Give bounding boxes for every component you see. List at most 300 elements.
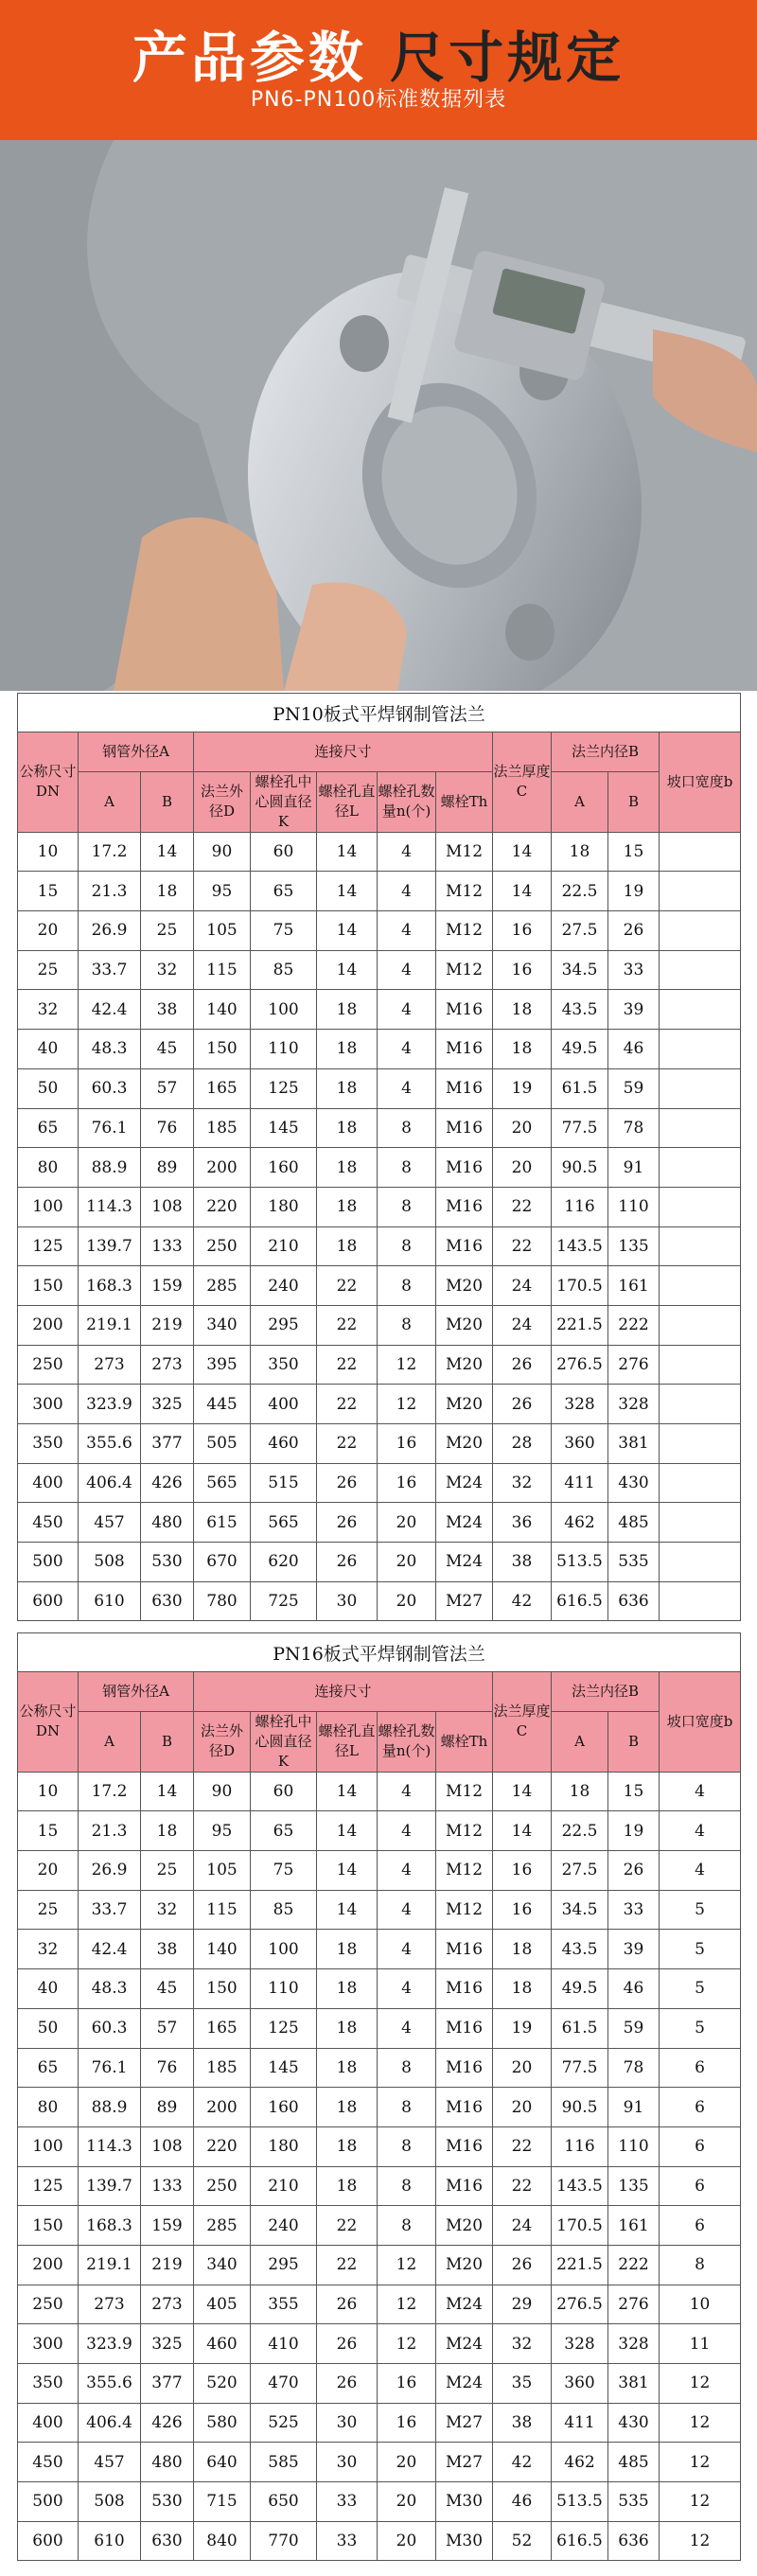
table-cell: M16 (436, 1068, 493, 1108)
table-row (18, 1266, 741, 1306)
table-cell: 40 (18, 1969, 79, 2009)
table-cell: 273 (141, 2285, 194, 2324)
table-row (18, 1148, 741, 1188)
table-cell: 381 (608, 2364, 660, 2404)
table-cell: M16 (436, 2048, 493, 2088)
table-cell: 4 (378, 990, 436, 1030)
table-cell: 38 (493, 1543, 552, 1582)
table-cell: 328 (608, 2324, 660, 2364)
table-cell: 150 (18, 2206, 79, 2246)
table-cell: M30 (436, 2521, 493, 2561)
table-cell: 328 (608, 1385, 660, 1424)
table-cell: 323.9 (79, 2324, 141, 2364)
table-cell: 95 (194, 1811, 251, 1851)
table-cell: 22 (493, 2126, 552, 2166)
table-cell: 328 (552, 1385, 608, 1424)
table-row (18, 1424, 741, 1464)
table-cell: 143.5 (552, 2166, 608, 2206)
table-cell: 116 (552, 1187, 608, 1226)
table-row (18, 2482, 741, 2522)
table-row (18, 2285, 741, 2324)
table-cell: 12 (660, 2521, 741, 2561)
table-cell: 5 (660, 1890, 741, 1930)
table-cell: 16 (378, 1424, 436, 1464)
table-cell: 8 (378, 1148, 436, 1188)
table-cell: 616.5 (552, 2521, 608, 2561)
table-cell: 125 (251, 1068, 317, 1108)
table-cell: 480 (141, 2443, 194, 2482)
table-cell: M16 (436, 2126, 493, 2166)
table-cell: 525 (251, 2403, 317, 2443)
table-cell: 24 (493, 1305, 552, 1345)
table-cell: 18 (317, 2166, 378, 2206)
table-cell: 18 (317, 1108, 378, 1148)
table-cell: 462 (552, 2443, 608, 2482)
table-cell: 161 (608, 2206, 660, 2246)
table-cell: 4 (378, 1969, 436, 2009)
table-cell: 600 (18, 1581, 79, 1621)
table-cell: 8 (378, 1187, 436, 1226)
table-cell: M20 (436, 2206, 493, 2246)
header-steel-od: 钢管外径A (79, 732, 194, 772)
table-cell: 34.5 (552, 950, 608, 990)
table-cell: 108 (141, 2126, 194, 2166)
table-row (18, 1345, 741, 1385)
table-cell: 26 (317, 1543, 378, 1582)
table-cell: 18 (493, 990, 552, 1030)
table-cell: 18 (493, 1969, 552, 2009)
table-cell: 165 (194, 2008, 251, 2048)
table-cell: 22 (493, 1226, 552, 1266)
table-cell: 29 (493, 2285, 552, 2324)
table-cell: 22 (317, 1345, 378, 1385)
table-cell: 32 (141, 950, 194, 990)
table-cell: 160 (251, 1148, 317, 1188)
table-cell: 16 (493, 1890, 552, 1930)
table-cell: 20 (18, 1851, 79, 1891)
table-cell: 33.7 (79, 1890, 141, 1930)
table-cell: 18 (552, 1772, 608, 1811)
table-cell: 221.5 (552, 2245, 608, 2285)
table-cell: 219.1 (79, 2245, 141, 2285)
table-cell: 14 (317, 1851, 378, 1891)
table-cell: 19 (493, 1068, 552, 1108)
table-row (18, 2245, 741, 2285)
table-cell: 725 (251, 1581, 317, 1621)
table-cell: M20 (436, 1424, 493, 1464)
table-cell: 4 (660, 1851, 741, 1891)
table-cell: 405 (194, 2285, 251, 2324)
table-cell: 585 (251, 2443, 317, 2482)
table-cell: 61.5 (552, 1068, 608, 1108)
table-cell: 14 (493, 1772, 552, 1811)
table-cell: 159 (141, 1266, 194, 1306)
table-cell: 20 (378, 1503, 436, 1543)
table-cell: 4 (378, 950, 436, 990)
header-connect: 连接尺寸 (194, 1672, 493, 1712)
table-cell: 18 (141, 872, 194, 911)
table-cell: 200 (18, 2245, 79, 2285)
table-cell: 285 (194, 1266, 251, 1306)
table-cell (660, 1305, 741, 1345)
table-cell: 115 (194, 1890, 251, 1930)
table-cell: 125 (18, 2166, 79, 2206)
table-cell: 406.4 (79, 1463, 141, 1503)
table-cell: 114.3 (79, 2126, 141, 2166)
header-b: B (608, 771, 660, 832)
table-cell: 535 (608, 1543, 660, 1582)
product-photo (0, 140, 757, 691)
table-cell: 48.3 (79, 1030, 141, 1069)
table-cell: 508 (79, 2482, 141, 2522)
table-cell: 76.1 (79, 1108, 141, 1148)
table-cell: 636 (608, 1581, 660, 1621)
table-row (18, 1226, 741, 1266)
table-cell (660, 1581, 741, 1621)
table-cell: M24 (436, 1543, 493, 1582)
table-cell: 22 (317, 1266, 378, 1306)
table-cell: M12 (436, 1890, 493, 1930)
header-connect: 连接尺寸 (194, 732, 493, 772)
table-cell: 78 (608, 1108, 660, 1148)
table-cell: 16 (378, 2403, 436, 2443)
table-cell: 360 (552, 1424, 608, 1464)
table-cell: 57 (141, 1068, 194, 1108)
table-cell: 89 (141, 1148, 194, 1188)
table-cell: 410 (251, 2324, 317, 2364)
table-cell: 24 (493, 2206, 552, 2246)
table-cell: 14 (317, 950, 378, 990)
table-cell (660, 1463, 741, 1503)
table-cell: 5 (660, 2008, 741, 2048)
table-cell (660, 1226, 741, 1266)
table-cell: 75 (251, 1851, 317, 1891)
table-cell: M24 (436, 2364, 493, 2404)
table-cell: M12 (436, 1811, 493, 1851)
table-cell: 400 (18, 2403, 79, 2443)
table-cell: 42.4 (79, 1930, 141, 1969)
table-cell: 670 (194, 1543, 251, 1582)
table-cell: 18 (317, 1148, 378, 1188)
table-cell: 19 (608, 1811, 660, 1851)
banner-title (0, 13, 757, 93)
table-cell: 38 (493, 2403, 552, 2443)
table-cell: 4 (378, 1068, 436, 1108)
table-cell: 219 (141, 1305, 194, 1345)
table-cell: 220 (194, 2126, 251, 2166)
table-cell: 110 (608, 1187, 660, 1226)
table-cell: 185 (194, 2048, 251, 2088)
table-cell: 450 (18, 2443, 79, 2482)
table-cell: 32 (493, 2324, 552, 2364)
table-cell: 20 (378, 2443, 436, 2482)
table-cell: 32 (18, 1930, 79, 1969)
header-bevel: 坡口宽度b (660, 732, 741, 833)
header-inner-dia: 法兰内径B (552, 1672, 660, 1712)
table-cell: 355.6 (79, 2364, 141, 2404)
table-cell: 43.5 (552, 990, 608, 1030)
table-row (18, 1969, 741, 2009)
table-cell: 85 (251, 1890, 317, 1930)
table-cell: 26 (608, 911, 660, 951)
table-cell: 26.9 (79, 911, 141, 951)
table-cell: 250 (18, 2285, 79, 2324)
table-cell: M20 (436, 1385, 493, 1424)
flange-caliper-illustration (0, 140, 757, 691)
table-cell: 460 (251, 1424, 317, 1464)
table-cell: 21.3 (79, 872, 141, 911)
table-cell: 57 (141, 2008, 194, 2048)
table-cell: 33 (608, 1890, 660, 1930)
table-cell: 500 (18, 1543, 79, 1582)
table-cell: 100 (18, 2126, 79, 2166)
table-cell: 20 (493, 1148, 552, 1188)
table-cell: 715 (194, 2482, 251, 2522)
table-cell (660, 1148, 741, 1188)
table-cell: 8 (378, 1266, 436, 1306)
table-cell: 110 (608, 2126, 660, 2166)
table-cell: 145 (251, 2048, 317, 2088)
table-cell: M20 (436, 2245, 493, 2285)
table-cell: 140 (194, 1930, 251, 1969)
table-cell: 328 (552, 2324, 608, 2364)
table-cell: 26 (608, 1851, 660, 1891)
table-cell: 457 (79, 2443, 141, 2482)
table-cell: 12 (660, 2403, 741, 2443)
table-cell: 4 (378, 872, 436, 911)
table-cell: 34.5 (552, 1890, 608, 1930)
table-cell: 18 (317, 2048, 378, 2088)
table-cell: 32 (493, 1463, 552, 1503)
table-cell: 650 (251, 2482, 317, 2522)
header-bolt-thread: 螺栓Th (436, 1711, 493, 1772)
table-row (18, 2166, 741, 2206)
table-cell: 457 (79, 1503, 141, 1543)
table-cell: 168.3 (79, 1266, 141, 1306)
table-cell: 8 (378, 2048, 436, 2088)
table-cell: 20 (378, 2521, 436, 2561)
table-cell: 530 (141, 1543, 194, 1582)
table-cell: 65 (251, 872, 317, 911)
table-cell: 36 (493, 1503, 552, 1543)
table-cell: 168.3 (79, 2206, 141, 2246)
table-cell: 240 (251, 2206, 317, 2246)
table-cell: 26 (317, 2285, 378, 2324)
table-cell: 25 (141, 1851, 194, 1891)
table-cell: 220 (194, 1187, 251, 1226)
table-cell: 35 (493, 2364, 552, 2404)
table-row (18, 1068, 741, 1108)
table-cell: 65 (18, 2048, 79, 2088)
table-cell: 33 (317, 2482, 378, 2522)
table-cell (660, 1030, 741, 1069)
table-cell: 28 (493, 1424, 552, 1464)
table-cell: M16 (436, 1108, 493, 1148)
table-cell: 116 (552, 2126, 608, 2166)
header-bolt-hole-dia: 螺栓孔直径L (317, 1711, 378, 1772)
table-cell: 76.1 (79, 2048, 141, 2088)
header-bolt-circle: 螺栓孔中心圆直径K (251, 771, 317, 832)
table-cell: 32 (18, 990, 79, 1030)
table-cell (660, 1187, 741, 1226)
table-cell: 46 (608, 1030, 660, 1069)
table-cell: 77.5 (552, 1108, 608, 1148)
table-row (18, 1543, 741, 1582)
banner-subtitle: PN6-PN100标准数据列表 (250, 88, 507, 112)
table-row (18, 1463, 741, 1503)
table-cell: 18 (317, 1226, 378, 1266)
table-cell: M27 (436, 2403, 493, 2443)
table-cell: 355 (251, 2285, 317, 2324)
table-cell: M16 (436, 1969, 493, 2009)
table-cell: 25 (18, 1890, 79, 1930)
table-row (18, 1890, 741, 1930)
table-cell: 18 (141, 1811, 194, 1851)
table-row (18, 2206, 741, 2246)
table-cell: M30 (436, 2482, 493, 2522)
table-row (18, 911, 741, 951)
table-cell: 462 (552, 1503, 608, 1543)
table-cell: 78 (608, 2048, 660, 2088)
table-cell: M16 (436, 1226, 493, 1266)
table-caption: PN16板式平焊钢制管法兰 (18, 1633, 741, 1672)
pn10-flange-table (17, 693, 741, 1621)
table-cell: 18 (317, 2088, 378, 2127)
table-cell: M12 (436, 1851, 493, 1891)
table-cell: 377 (141, 2364, 194, 2404)
table-cell: 135 (608, 1226, 660, 1266)
banner-title-a: 产品参数 (132, 26, 367, 90)
table-cell: 5 (660, 1930, 741, 1969)
table-cell: 10 (660, 2285, 741, 2324)
table-cell (660, 990, 741, 1030)
table-cell: 39 (608, 990, 660, 1030)
table-cell: 300 (18, 2324, 79, 2364)
table-cell: 18 (493, 1030, 552, 1069)
table-cell: 14 (493, 1811, 552, 1851)
table-cell: 95 (194, 872, 251, 911)
table-cell (660, 1345, 741, 1385)
table-cell: 11 (660, 2324, 741, 2364)
table-cell: 10 (18, 1772, 79, 1811)
table-cell: 20 (18, 911, 79, 951)
table-cell: 115 (194, 950, 251, 990)
table-cell: 180 (251, 2126, 317, 2166)
table-cell: M24 (436, 1463, 493, 1503)
table-cell: 150 (194, 1969, 251, 2009)
table-cell: 295 (251, 1305, 317, 1345)
table-cell: 15 (608, 1772, 660, 1811)
table-cell: 4 (378, 911, 436, 951)
table-cell: M27 (436, 1581, 493, 1621)
table-cell: 48.3 (79, 1969, 141, 2009)
table-row (18, 2324, 741, 2364)
table-row (18, 2048, 741, 2088)
table-cell: 4 (378, 1890, 436, 1930)
table-cell: 170.5 (552, 1266, 608, 1306)
table-cell: 135 (608, 2166, 660, 2206)
table-cell: 18 (317, 1068, 378, 1108)
table-cell: 18 (317, 1930, 378, 1969)
table-cell: 18 (317, 990, 378, 1030)
table-cell: 381 (608, 1424, 660, 1464)
table-cell: 15 (18, 1811, 79, 1851)
table-cell: 221.5 (552, 1305, 608, 1345)
table-cell: 30 (317, 2443, 378, 2482)
table-cell: 411 (552, 1463, 608, 1503)
table-cell: M16 (436, 2166, 493, 2206)
table-row (18, 2521, 741, 2561)
table-cell: M27 (436, 2443, 493, 2482)
table-cell: 150 (18, 1266, 79, 1306)
table-cell: 22 (493, 2166, 552, 2206)
table-cell: 505 (194, 1424, 251, 1464)
table-cell: M16 (436, 1030, 493, 1069)
table-cell: 513.5 (552, 1543, 608, 1582)
table-cell: 18 (317, 1030, 378, 1069)
table-cell: 250 (18, 1345, 79, 1385)
table-cell: 22 (493, 1187, 552, 1226)
table-cell: 12 (660, 2364, 741, 2404)
table-cell: 219.1 (79, 1305, 141, 1345)
table-row (18, 2126, 741, 2166)
table-cell: 395 (194, 1345, 251, 1385)
table-cell: 88.9 (79, 2088, 141, 2127)
header-bolt-count: 螺栓孔数量n(个) (378, 771, 436, 832)
table-cell: 565 (251, 1503, 317, 1543)
table-cell: 76 (141, 1108, 194, 1148)
table-cell: 276 (608, 2285, 660, 2324)
table-row (18, 1851, 741, 1891)
table-cell: 139.7 (79, 1226, 141, 1266)
table-cell: 14 (317, 1772, 378, 1811)
table-cell: 170.5 (552, 2206, 608, 2246)
table-cell: 219 (141, 2245, 194, 2285)
header-a: A (552, 1711, 608, 1772)
table-cell: 14 (141, 832, 194, 872)
table-cell: 8 (378, 1108, 436, 1148)
table-row (18, 1811, 741, 1851)
table-cell: 616.5 (552, 1581, 608, 1621)
table-cell: 50 (18, 2008, 79, 2048)
table-cell: 100 (251, 990, 317, 1030)
table-cell (660, 1543, 741, 1582)
table-cell: 185 (194, 1108, 251, 1148)
table-cell: 4 (378, 1030, 436, 1069)
table-cell: 250 (194, 1226, 251, 1266)
header-steel-od: 钢管外径A (79, 1672, 194, 1712)
table-caption: PN10板式平焊钢制管法兰 (18, 694, 741, 732)
table-cell: 125 (251, 2008, 317, 2048)
table-cell: 16 (493, 1851, 552, 1891)
table-cell: 125 (18, 1226, 79, 1266)
table-cell: 85 (251, 950, 317, 990)
table-cell: 6 (660, 2088, 741, 2127)
table-cell: 100 (18, 1187, 79, 1226)
table-cell: 140 (194, 990, 251, 1030)
table-cell: M12 (436, 872, 493, 911)
table-cell: 508 (79, 1543, 141, 1582)
table-cell: 8 (378, 2126, 436, 2166)
table-cell: 38 (141, 1930, 194, 1969)
table-cell: 780 (194, 1581, 251, 1621)
table-cell: 76 (141, 2048, 194, 2088)
table-cell: M12 (436, 950, 493, 990)
table-cell: M12 (436, 911, 493, 951)
table-cell (660, 872, 741, 911)
table-cell: 210 (251, 1226, 317, 1266)
header-thickness: 法兰厚度C (493, 1672, 552, 1773)
